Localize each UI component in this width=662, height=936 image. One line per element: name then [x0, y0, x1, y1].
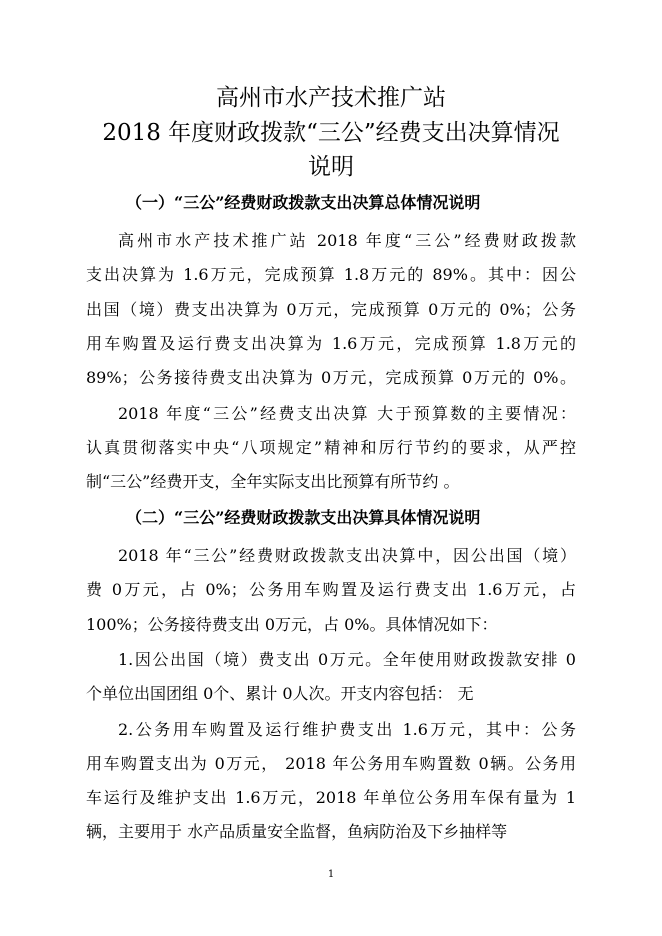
paragraph-line: 89%；公务接待费支出决算为 0万元，完成预算 0万元的 0%。	[86, 368, 576, 387]
document-title-line-2: 2018 年度财政拨款“三公”经费支出决算情况	[102, 120, 560, 146]
paragraph-line: 100%；公务接待费支出 0万元，占 0%。具体情况如下：	[86, 615, 498, 634]
paragraph-line: 支出决算为 1.6万元，完成预算 1.8万元的 89%。其中：因公	[86, 265, 576, 284]
paragraph-line: 制“三公”经费开支，全年实际支出比预算有所节约 。	[86, 472, 460, 491]
paragraph-line: 费 0万元，占 0%；公务用车购置及运行费支出 1.6万元，占	[86, 580, 576, 599]
paragraph-line: 车运行及维护支出 1.6万元，2018 年单位公务用车保有量为 1	[86, 788, 576, 807]
paragraph-line: 高州市水产技术推广站 2018 年度“三公”经费财政拨款	[118, 231, 576, 250]
paragraph-line: 出国（境）费支出决算为 0万元，完成预算 0万元的 0%；公务	[86, 300, 576, 319]
paragraph-line: 用车购置及运行费支出决算为 1.6万元，完成预算 1.8万元的	[86, 334, 576, 353]
paragraph-line: 2018 年“三公”经费财政拨款支出决算中，因公出国（境）	[118, 546, 576, 565]
paragraph-line: 2.公务用车购置及运行维护费支出 1.6万元，其中：公务	[118, 720, 576, 739]
paragraph-line: 1.因公出国（境）费支出 0万元。全年使用财政拨款安排 0	[118, 650, 576, 669]
section-2-heading: （二）“三公”经费财政拨款支出决算具体情况说明	[126, 508, 481, 527]
page-number: 1	[327, 869, 335, 880]
section-1-heading: （一）“三公”经费财政拨款支出决算总体情况说明	[126, 193, 481, 212]
document-title-line-1: 高州市水产技术推广站	[216, 85, 446, 111]
document-title-line-3: 说明	[308, 154, 354, 180]
paragraph-line: 个单位出国团组 0个、累计 0人次。开支内容包括： 无	[86, 684, 474, 703]
paragraph-line: 用车购置支出为 0万元， 2018 年公务用车购置数 0辆。公务用	[86, 754, 576, 773]
paragraph-line: 辆，主要用于 水产品质量安全监督，鱼病防治及下乡抽样等	[86, 822, 508, 841]
paragraph-line: 认真贯彻落实中央“八项规定”精神和厉行节约的要求，从严控	[86, 438, 576, 457]
paragraph-line: 2018 年度“三公”经费支出决算 大于预算数的主要情况：	[118, 404, 576, 423]
